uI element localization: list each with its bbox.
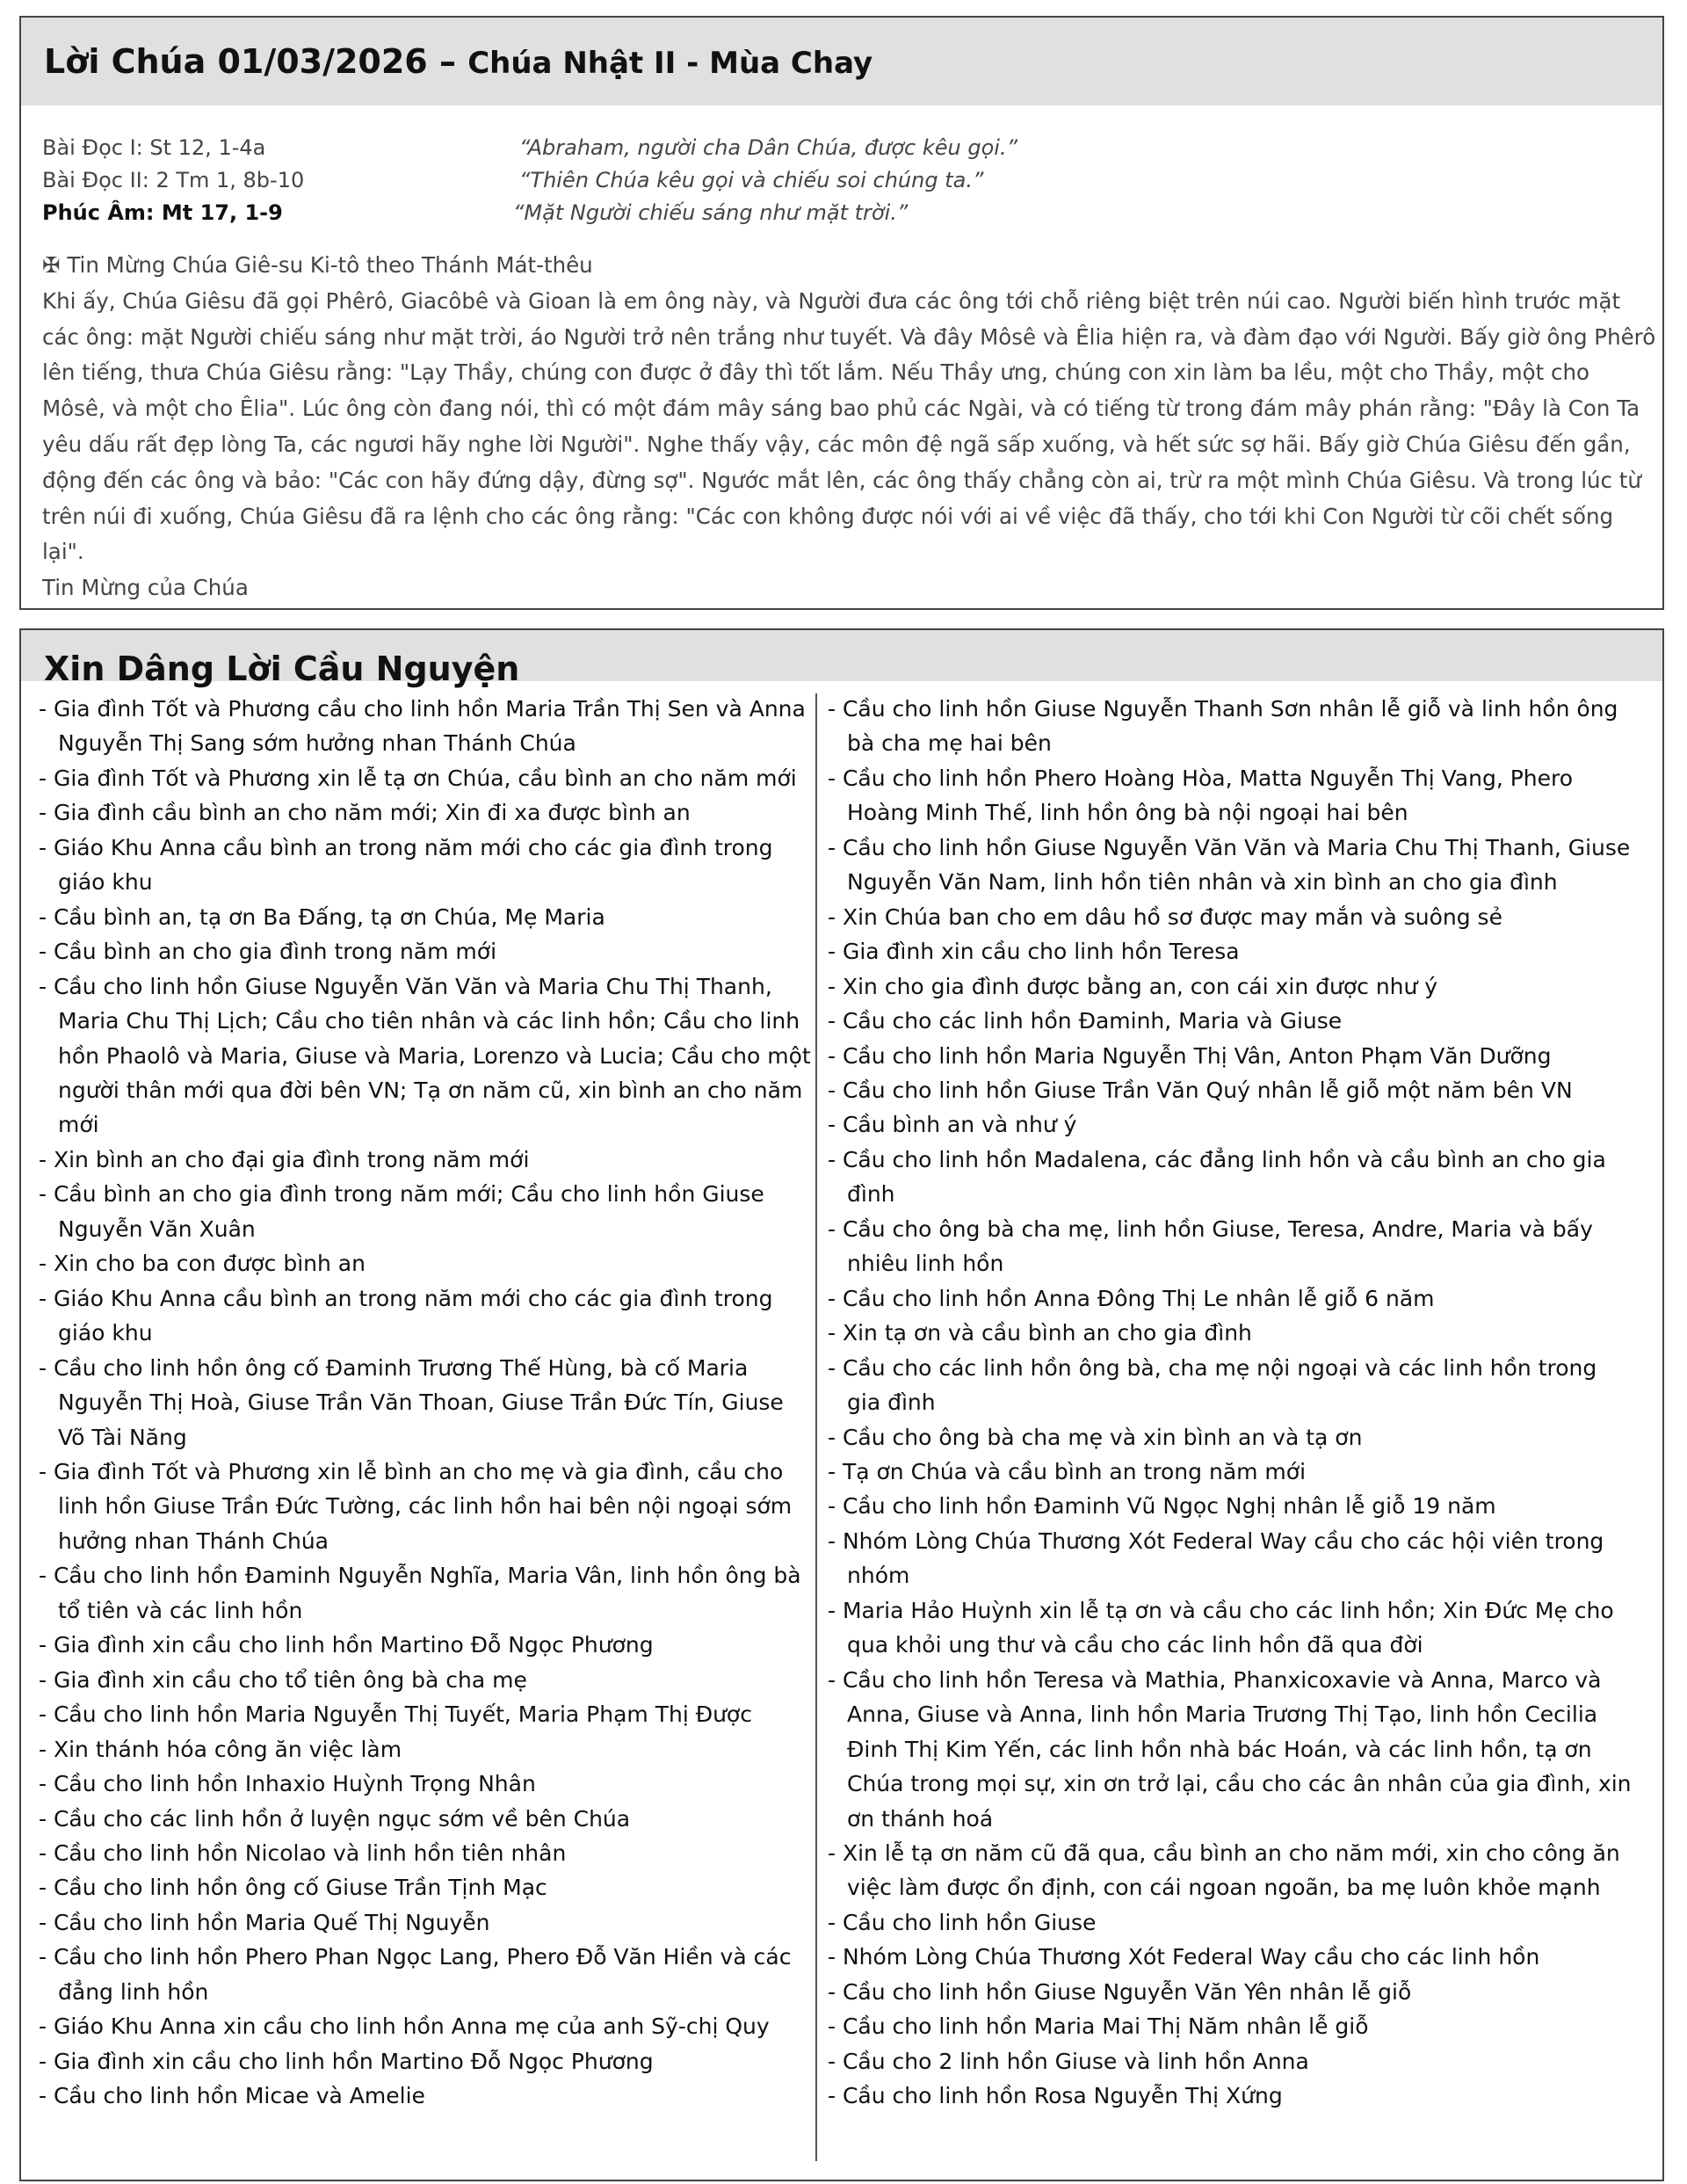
title-date: Lời Chúa 01/03/2026 –: [44, 42, 468, 81]
prayer-intention: - Cầu cho linh hồn ông cố Đaminh Trương Thế Hùng, bà cố Maria Nguyễn Thị Hoà, Giuse Trần Văn Thoan, Giuse Trần Đức Tín, Giuse Võ Tài Năng: [39, 1354, 784, 1450]
gospel-section: [19, 16, 1664, 610]
prayer-intention: - Xin lễ tạ ơn năm cũ đã qua, cầu bình an cho năm mới, xin cho công ăn việc làm được ổn định, con cái ngoan ngoãn, ba mẹ luôn khỏe mạnh: [828, 1839, 1620, 1901]
prayer-intention: - Cầu bình an cho gia đình trong năm mới: [39, 939, 497, 965]
prayer-intention: - Cầu cho linh hồn Maria Mai Thị Năm nhân lễ giỗ: [828, 2013, 1369, 2040]
gospel-heading: ✠ Tin Mừng Chúa Giê-su Ki-tô theo Thánh Mát-thêu: [42, 252, 593, 278]
prayer-intention: - Xin tạ ơn và cầu bình an cho gia đình: [828, 1320, 1252, 1346]
prayer-intention: - Xin cho ba con được bình an: [39, 1251, 366, 1277]
prayer-intention: - Giáo Khu Anna xin cầu cho linh hồn Anna mẹ của anh Sỹ-chị Quy: [39, 2013, 770, 2040]
reading-quote: “Abraham, người cha Dân Chúa, được kêu gọi.”: [519, 135, 1018, 160]
prayer-intention: - Cầu cho ông bà cha mẹ, linh hồn Giuse, Teresa, Andre, Maria và bấy nhiêu linh hồn: [828, 1215, 1593, 1277]
prayer-intention: - Tạ ơn Chúa và cầu bình an trong năm mới: [828, 1458, 1307, 1484]
prayer-intention: - Gia đình Tốt và Phương cầu cho linh hồn Maria Trần Thị Sen và Anna Nguyễn Thị Sang sớm hưởng nhan Thánh Chúa: [39, 696, 806, 757]
prayer-intention: - Gia đình Tốt và Phương xin lễ bình an cho mẹ và gia đình, cầu cho linh hồn Giuse Trần Đức Tường, các linh hồn hai bên nội ngoại sớm hưởng nhan Thánh Chúa: [39, 1458, 793, 1554]
page-title: [44, 18, 1662, 107]
prayer-intention: - Gia đình cầu bình an cho năm mới; Xin đi xa được bình an: [39, 800, 691, 826]
prayer-intention: - Nhóm Lòng Chúa Thương Xót Federal Way cầu cho các hội viên trong nhóm: [828, 1527, 1604, 1589]
reading-reference: Phúc Âm: Mt 17, 1-9: [42, 200, 283, 225]
title-liturgical-day: Chúa Nhật II - Mùa Chay: [467, 46, 873, 81]
prayer-intention: - Gia đình xin cầu cho linh hồn Teresa: [828, 939, 1240, 965]
prayer-intention: - Xin thánh hóa công ăn việc làm: [39, 1736, 402, 1762]
prayer-intention: - Xin cho gia đình được bằng an, con cái xin được như ý: [828, 973, 1438, 999]
reading-quote: “Mặt Người chiếu sáng như mặt trời.”: [513, 200, 909, 225]
prayer-intention: - Xin bình an cho đại gia đình trong năm mới: [39, 1146, 530, 1172]
prayer-intention: - Maria Hảo Huỳnh xin lễ tạ ơn và cầu cho các linh hồn; Xin Đức Mẹ cho qua khỏi ung thư và cầu cho các linh hồn đã qua đời: [828, 1597, 1614, 1658]
prayer-intention: - Cầu cho linh hồn Giuse: [828, 1909, 1097, 1935]
prayers-header-bar: [21, 630, 1662, 688]
prayer-intention: - Cầu cho linh hồn Maria Nguyễn Thị Vân, Anton Phạm Văn Dưỡng: [828, 1042, 1552, 1069]
prayer-intention: - Cầu cho 2 linh hồn Giuse và linh hồn Anna: [828, 2048, 1309, 2074]
reading-reference: Bài Đọc I: St 12, 1-4a: [42, 135, 266, 160]
prayer-intention: - Xin Chúa ban cho em dâu hồ sơ được may mắn và suông sẻ: [828, 903, 1502, 930]
prayer-column-right: [828, 692, 1636, 2114]
reading-row: [42, 164, 1641, 197]
gospel-closing: Tin Mừng của Chúa: [42, 575, 249, 601]
reading-row-gospel: [42, 197, 1641, 229]
prayer-intention: - Gia đình xin cầu cho linh hồn Martino Đỗ Ngọc Phương: [39, 1632, 654, 1658]
reading-quote: “Thiên Chúa kêu gọi và chiếu soi chúng ta.”: [519, 168, 984, 192]
prayer-intention: - Cầu cho các linh hồn ông bà, cha mẹ nội ngoại và các linh hồn trong gia đình: [828, 1354, 1597, 1416]
prayer-intention: - Cầu cho linh hồn Inhaxio Huỳnh Trọng Nhân: [39, 1771, 536, 1797]
prayer-intention: - Cầu cho linh hồn ông cố Giuse Trần Tịnh Mạc: [39, 1875, 547, 1901]
prayer-intention: - Cầu cho linh hồn Nicolao và linh hồn tiên nhân: [39, 1839, 567, 1866]
prayer-intention: - Cầu cho linh hồn Giuse Nguyễn Văn Văn và Maria Chu Thị Thanh, Maria Chu Thị Lịch; Cầu cho tiên nhân và các linh hồn; Cầu cho linh hồn Phaolô và Maria, Giuse và Maria, Lorenzo và Lucia; Cầu cho một người thân mới qua đời bên VN; Tạ ơn năm cũ, xin bình an cho năm mới: [39, 973, 811, 1138]
prayer-intention: - Cầu cho linh hồn Giuse Trần Văn Quý nhân lễ giỗ một năm bên VN: [828, 1077, 1573, 1103]
prayer-intention: - Cầu cho các linh hồn Đaminh, Maria và Giuse: [828, 1008, 1343, 1034]
reading-reference: Bài Đọc II: 2 Tm 1, 8b-10: [42, 168, 305, 192]
prayer-intention: - Cầu cho linh hồn Maria Quế Thị Nguyễn: [39, 1909, 490, 1935]
readings-list: [42, 132, 1641, 229]
prayer-intention: - Cầu bình an, tạ ơn Ba Đấng, tạ ơn Chúa, Mẹ Maria: [39, 903, 605, 930]
prayer-intention: - Cầu cho các linh hồn ở luyện ngục sớm về bên Chúa: [39, 1805, 631, 1832]
prayer-intention: - Cầu cho linh hồn Phero Phan Ngọc Lang, Phero Đỗ Văn Hiền và các đẳng linh hồn: [39, 1944, 792, 2005]
prayers-title: Xin Dâng Lời Cầu Nguyện: [44, 649, 520, 688]
prayer-intention: - Cầu cho linh hồn Giuse Nguyễn Văn Văn và Maria Chu Thị Thanh, Giuse Nguyễn Văn Nam, linh hồn tiên nhân và xin bình an cho gia đình: [828, 834, 1631, 896]
prayer-intention: - Cầu cho linh hồn Teresa và Mathia, Phanxicoxavie và Anna, Marco và Anna, Giuse và Anna, linh hồn Maria Trương Thị Tạo, linh hồn Cecilia Đinh Thị Kim Yến, các linh hồn nhà bác Hoán, và các linh hồn, tạ ơn Chúa trong mọi sự, xin ơn trở lại, cầu cho các ân nhân của gia đình, xin ơn thánh hoá: [828, 1666, 1632, 1832]
prayer-intention: - Giáo Khu Anna cầu bình an trong năm mới cho các gia đình trong giáo khu: [39, 1285, 773, 1346]
prayer-intention: - Nhóm Lòng Chúa Thương Xót Federal Way cầu cho các linh hồn: [828, 1944, 1540, 1970]
prayer-intention: - Cầu cho linh hồn Đaminh Nguyễn Nghĩa, Maria Vân, linh hồn ông bà tổ tiên và các linh hồn: [39, 1563, 801, 1623]
column-divider: [815, 693, 817, 2161]
gospel-text: [42, 248, 1659, 606]
prayer-intention: - Cầu bình an cho gia đình trong năm mới; Cầu cho linh hồn Giuse Nguyễn Văn Xuân: [39, 1181, 764, 1242]
prayer-intention: - Cầu cho linh hồn Micae và Amelie: [39, 2083, 425, 2109]
prayer-intention: - Cầu cho ông bà cha mẹ và xin bình an và tạ ơn: [828, 1424, 1363, 1450]
prayer-intention: - Gia đình xin cầu cho linh hồn Martino Đỗ Ngọc Phương: [39, 2048, 654, 2074]
prayer-intention: - Cầu cho linh hồn Đaminh Vũ Ngọc Nghị nhân lễ giỗ 19 năm: [828, 1493, 1496, 1520]
reading-row: [42, 132, 1641, 164]
prayer-intention: - Giáo Khu Anna cầu bình an trong năm mới cho các gia đình trong giáo khu: [39, 834, 773, 896]
prayer-column-left: [39, 692, 812, 2114]
prayer-intention: - Cầu cho linh hồn Madalena, các đẳng linh hồn và cầu bình an cho gia đình: [828, 1146, 1606, 1208]
gospel-header-bar: [21, 18, 1662, 105]
prayer-intention: - Cầu cho linh hồn Maria Nguyễn Thị Tuyết, Maria Phạm Thị Được: [39, 1701, 752, 1728]
prayer-intention: - Cầu cho linh hồn Giuse Nguyễn Thanh Sơn nhân lễ giỗ và linh hồn ông bà cha mẹ hai bên: [828, 696, 1618, 757]
gospel-body: Khi ấy, Chúa Giêsu đã gọi Phêrô, Giacôbê và Gioan là em ông này, và Người đưa các ông tới chỗ riêng biệt trên núi cao. Người biến hình trước mặt các ông: mặt Người chiếu sáng như mặt trời, áo Người trở nên trắng như tuyết. Và đây Môsê và Êlia hiện ra, và đàm đạo với Người. Bấy giờ ông Phêrô lên tiếng, thưa Chúa Giêsu rằng: "Lạy Thầy, chúng con được ở đây thì tốt lắm. Nếu Thầy ưng, chúng con xin làm ba lều, một cho Thầy, một cho Môsê, và một cho Êlia". Lúc ông còn đang nói, thì có một đám mây sáng bao phủ các Ngài, và có tiếng từ trong đám mây phán rằng: "Đây là Con Ta yêu dấu rất đẹp lòng Ta, các ngươi hãy nghe lời Người". Nghe thấy vậy, các môn đệ ngã sấp xuống, và hết sức sợ hãi. Bấy giờ Chúa Giêsu đến gần, động đến các ông và bảo: "Các con hãy đứng dậy, đừng sợ". Ngước mắt lên, các ông thấy chẳng còn ai, trừ ra một mình Chúa Giêsu. Và trong lúc từ trên núi đi xuống, Chúa Giêsu đã ra lệnh cho các ông rằng: "Các con không được nói với ai về việc đã thấy, cho tới khi Con Người từ cõi chết sống lại".: [42, 287, 1656, 565]
prayer-intention: - Cầu cho linh hồn Giuse Nguyễn Văn Yên nhân lễ giỗ: [828, 1978, 1412, 2005]
prayer-intention: - Cầu cho linh hồn Rosa Nguyễn Thị Xứng: [828, 2083, 1283, 2109]
prayer-intention: - Gia đình xin cầu cho tổ tiên ông bà cha mẹ: [39, 1666, 527, 1693]
prayer-intention: - Gia đình Tốt và Phương xin lễ tạ ơn Chúa, cầu bình an cho năm mới: [39, 765, 797, 791]
prayers-section: [19, 628, 1664, 2181]
prayer-intention: - Cầu bình an và như ý: [828, 1112, 1077, 1138]
prayer-intention: - Cầu cho linh hồn Phero Hoàng Hòa, Matta Nguyễn Thị Vang, Phero Hoàng Minh Thế, linh hồn ông bà nội ngoại hai bên: [828, 765, 1574, 826]
prayer-intention: - Cầu cho linh hồn Anna Đông Thị Le nhân lễ giỗ 6 năm: [828, 1285, 1435, 1311]
